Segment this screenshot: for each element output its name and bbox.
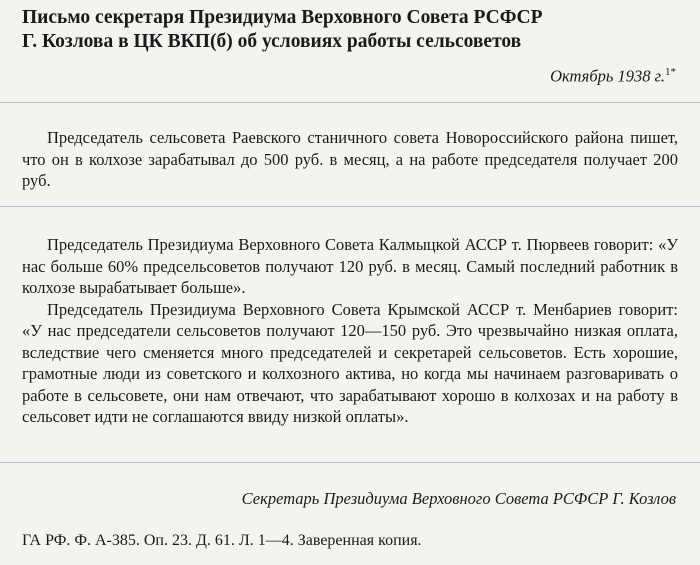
document-title [22, 6, 682, 54]
footnote-marker: 1* [665, 66, 676, 78]
section-divider [0, 102, 700, 103]
section-divider [0, 206, 700, 207]
paragraph-kalmyk: Председатель Президиума Верховного Совета Калмыцкой АССР т. Пюрвеев говорит: «У нас больше 60% предсельсоветов получают 120 руб. в месяц. Самый последний работник в колхозе вырабатывает больше». [22, 235, 678, 297]
date-text: Октябрь 1938 г. [550, 66, 665, 86]
section-divider [0, 462, 700, 463]
archive-source: ГА РФ. Ф. А-385. Оп. 23. Д. 61. Л. 1—4. Заверенная копия. [22, 532, 422, 549]
paragraph-raevsky [22, 127, 678, 192]
paragraph-crimea: Председатель Президиума Верховного Совета Крымской АССР т. Менбариев говорит: «У нас председатели сельсоветов получают 120—150 руб. Это чрезвычайно низкая оплата, вследствие чего сменяется много председателей и секретарей сельсоветов. Есть хорошие, грамотные люди из советского и колхозного актива, но когда мы начинаем разговаривать о работе в сельсовете, они нам отвечают, что зарабатывают хорошо в колхозах и на работу в сельсовет идти не соглашаются ввиду низкой оплаты». [22, 299, 678, 426]
document-date [550, 66, 676, 87]
quotes-block [22, 234, 678, 428]
paragraph-text: Председатель сельсовета Раевского станичного совета Новороссийского района пишет, что он в колхозе зарабатывал до 500 руб. в месяц, а на работе председателя получает 200 руб. [22, 128, 678, 190]
title-line-2: Г. Козлова в ЦК ВКП(б) об условиях работы сельсоветов [22, 31, 522, 52]
signature: Секретарь Президиума Верховного Совета РСФСР Г. Козлов [241, 489, 676, 508]
title-line-1: Письмо секретаря Президиума Верховного Совета РСФСР [22, 7, 543, 28]
